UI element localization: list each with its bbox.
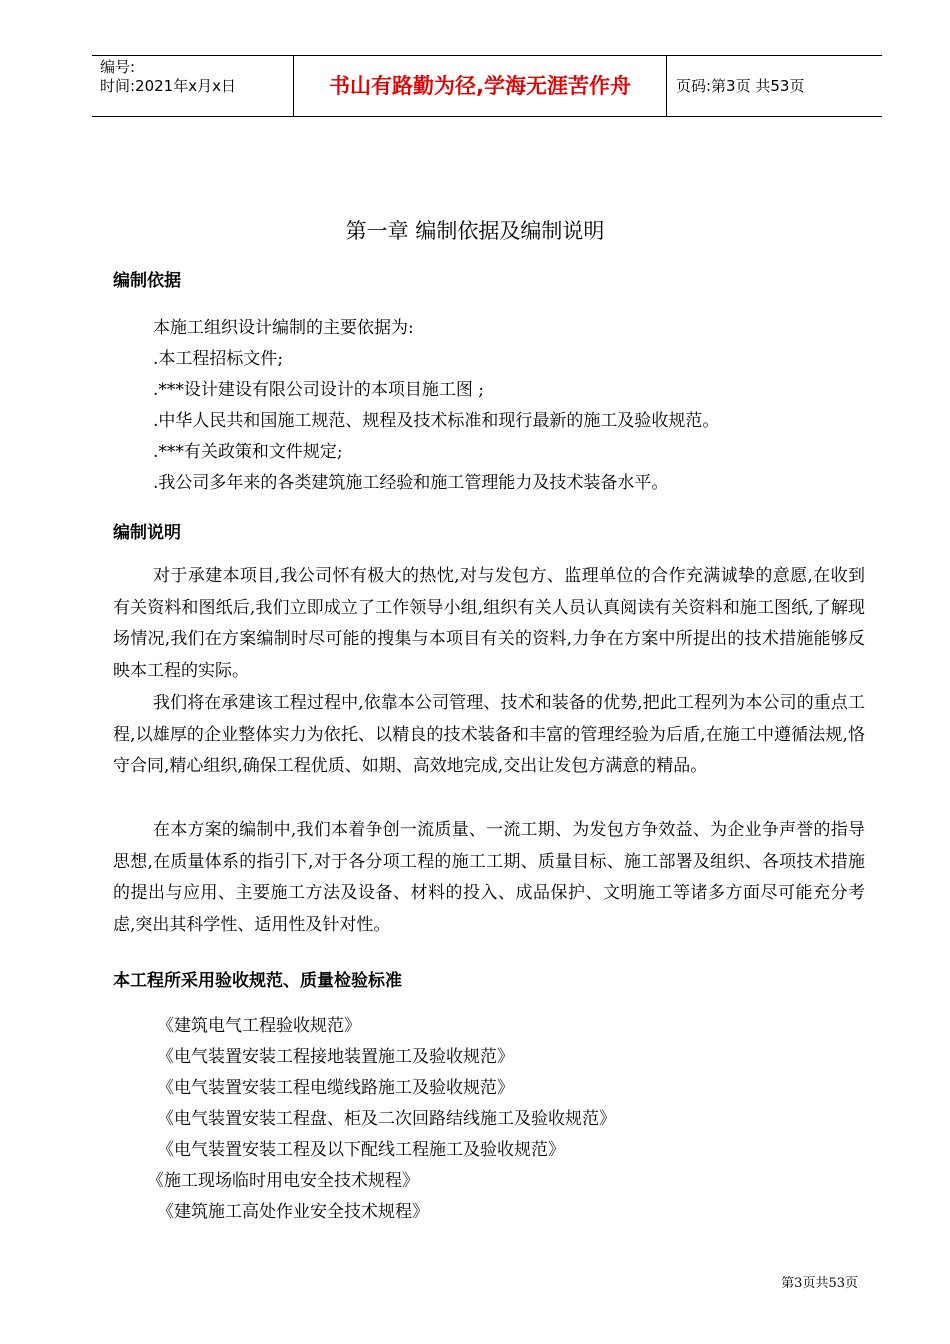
section-heading-basis: 编制依据 xyxy=(113,271,181,291)
page-header xyxy=(92,55,882,117)
header-meta xyxy=(100,58,292,96)
standard-item: 《建筑电气工程验收规范》 xyxy=(157,1016,361,1036)
header-number-label: 编号: xyxy=(100,58,136,76)
standard-item: 《电气装置安装工程电缆线路施工及验收规范》 xyxy=(157,1078,514,1098)
header-divider xyxy=(666,56,667,116)
header-page-info: 页码:第3页 共53页 xyxy=(676,77,805,95)
basis-line: 本施工组织设计编制的主要依据为: xyxy=(153,318,414,338)
header-time-label: 时间:2021年x月x日 xyxy=(100,77,236,95)
chapter-title: 第一章 编制依据及编制说明 xyxy=(345,219,605,243)
basis-line: .本工程招标文件; xyxy=(153,349,284,369)
basis-line: .我公司多年来的各类建筑施工经验和施工管理能力及技术装备水平。 xyxy=(153,473,669,493)
basis-line: .***有关政策和文件规定; xyxy=(153,442,343,462)
basis-line: .***设计建设有限公司设计的本项目施工图 ; xyxy=(153,380,485,400)
header-motto: 书山有路勤为径,学海无涯苦作舟 xyxy=(329,74,631,98)
explanation-paragraph: 对于承建本项目,我公司怀有极大的热忱,对与发包方、监理单位的合作充满诚挚的意愿,在收到有关资料和图纸后,我们立即成立了工作领导小组,组织有关人员认真阅读有关资料和施工图纸,了解现场情况,我们在方案编制时尽可能的搜集与本项目有关的资料,力争在方案中所提出的技术措施能够反映本工程的实际。 xyxy=(113,566,865,681)
section-heading-standards: 本工程所采用验收规范、质量检验标准 xyxy=(113,971,402,991)
standard-item: 《电气装置安装工程盘、柜及二次回路结线施工及验收规范》 xyxy=(157,1109,616,1129)
standard-item: 《电气装置安装工程接地装置施工及验收规范》 xyxy=(157,1047,514,1067)
basis-line: .中华人民共和国施工规范、规程及技术标准和现行最新的施工及验收规范。 xyxy=(153,411,720,431)
explanation-paragraph: 在本方案的编制中,我们本着争创一流质量、一流工期、为发包方争效益、为企业争声誉的指导思想,在质量体系的指引下,对于各分项工程的施工工期、质量目标、施工部署及组织、各项技术措施的提出与应用、主要施工方法及设备、材料的投入、成品保护、文明施工等诸多方面尽可能充分考虑,突出其科学性、适用性及针对性。 xyxy=(113,820,865,935)
section-heading-explanation: 编制说明 xyxy=(113,523,181,543)
standard-item: 《施工现场临时用电安全技术规程》 xyxy=(147,1171,419,1191)
explanation-paragraph: 我们将在承建该工程过程中,依靠本公司管理、技术和装备的优势,把此工程列为本公司的重点工程,以雄厚的企业整体实力为依托、以精良的技术装备和丰富的管理经验为后盾,在施工中遵循法规,恪守合同,精心组织,确保工程优质、如期、高效地完成,交出让发包方满意的精品。 xyxy=(113,693,865,776)
standard-item: 《建筑施工高处作业安全技术规程》 xyxy=(157,1202,429,1222)
standard-item: 《电气装置安装工程及以下配线工程施工及验收规范》 xyxy=(157,1140,565,1160)
page-footer: 第3页共53页 xyxy=(781,1276,858,1291)
